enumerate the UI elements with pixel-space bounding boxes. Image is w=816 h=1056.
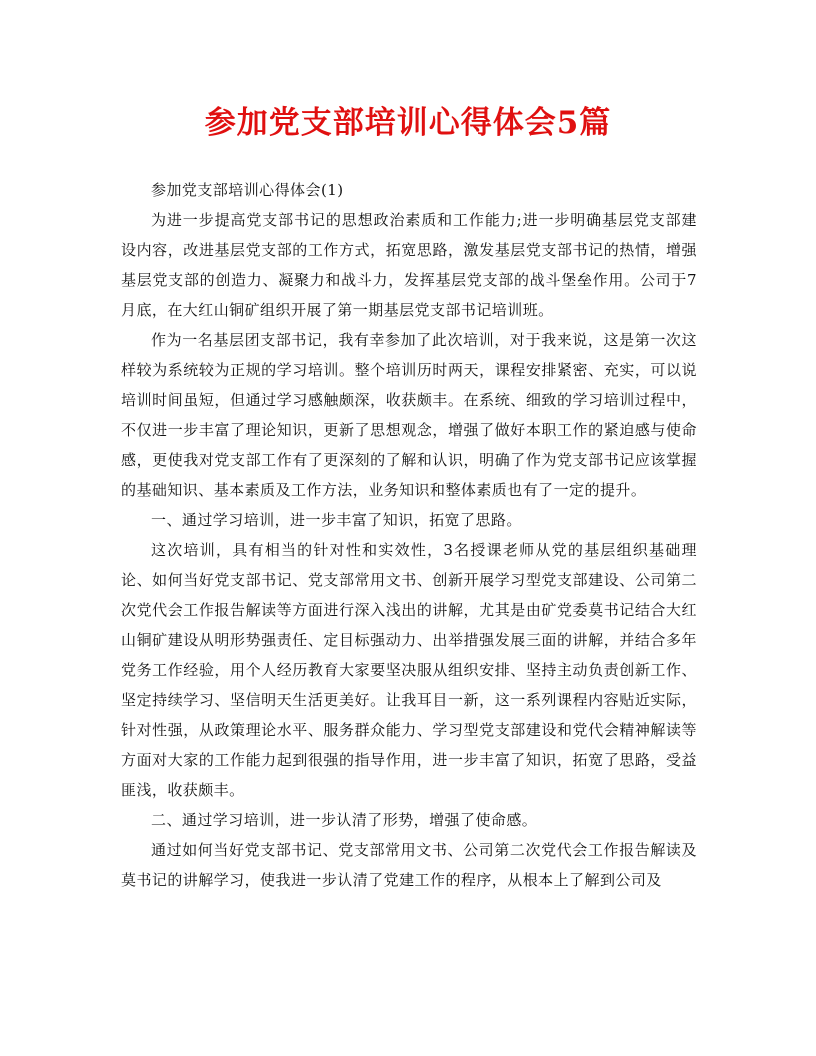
paragraph-3: 这次培训，具有相当的针对性和实效性，3名授课老师从党的基层组织基础理论、如何当好党支部书记、党支部常用文书、创新开展学习型党支部建设、公司第二次党代会工作报告解读等方面进行深入浅出的讲解，尤其是由矿党委莫书记结合大红山铜矿建设从明形势强责任、定目标强动力、出举措强发展三面的讲解，并结合多年党务工作经验，用个人经历教育大家要坚决服从组织安排、坚持主动负责创新工作、坚定持续学习、坚信明天生活更美好。让我耳目一新，这一系列课程内容贴近实际，针对性强，从政策理论水平、服务群众能力、学习型党支部建设和党代会精神解读等方面对大家的工作能力起到很强的指导作用，进一步丰富了知识，拓宽了思路，受益匪浅，收获颇丰。 [121,541,697,799]
paragraph-1: 为进一步提高党支部书记的思想政治素质和工作能力;进一步明确基层党支部建设内容，改进基层党支部的工作方式，拓宽思路，激发基层党支部书记的热情，增强基层党支部的创造力、凝聚力和战斗力，发挥基层党支部的战斗堡垒作用。公司于7月底，在大红山铜矿组织开展了第一期基层党支部书记培训班。 [121,211,697,319]
subheading-2: 二、通过学习培训，进一步认清了形势，增强了使命感。 [151,811,538,829]
document-body [121,175,697,895]
section-heading-1: 参加党支部培训心得体会(1) [151,181,344,199]
subheading-1: 一、通过学习培训，进一步丰富了知识，拓宽了思路。 [151,511,522,529]
paragraph-2: 作为一名基层团支部书记，我有幸参加了此次培训，对于我来说，这是第一次这样较为系统较为正规的学习培训。整个培训历时两天，课程安排紧密、充实，可以说培训时间虽短，但通过学习感触颇深，收获颇丰。在系统、细致的学习培训过程中，不仅进一步丰富了理论知识，更新了思想观念，增强了做好本职工作的紧迫感与使命感，更使我对党支部工作有了更深刻的了解和认识，明确了作为党支部书记应该掌握的基础知识、基本素质及工作方法，业务知识和整体素质也有了一定的提升。 [121,331,697,499]
paragraph-4: 通过如何当好党支部书记、党支部常用文书、公司第二次党代会工作报告解读及莫书记的讲解学习，使我进一步认清了党建工作的程序，从根本上了解到公司及 [121,841,697,889]
document-title: 参加党支部培训心得体会5篇 [204,105,612,141]
